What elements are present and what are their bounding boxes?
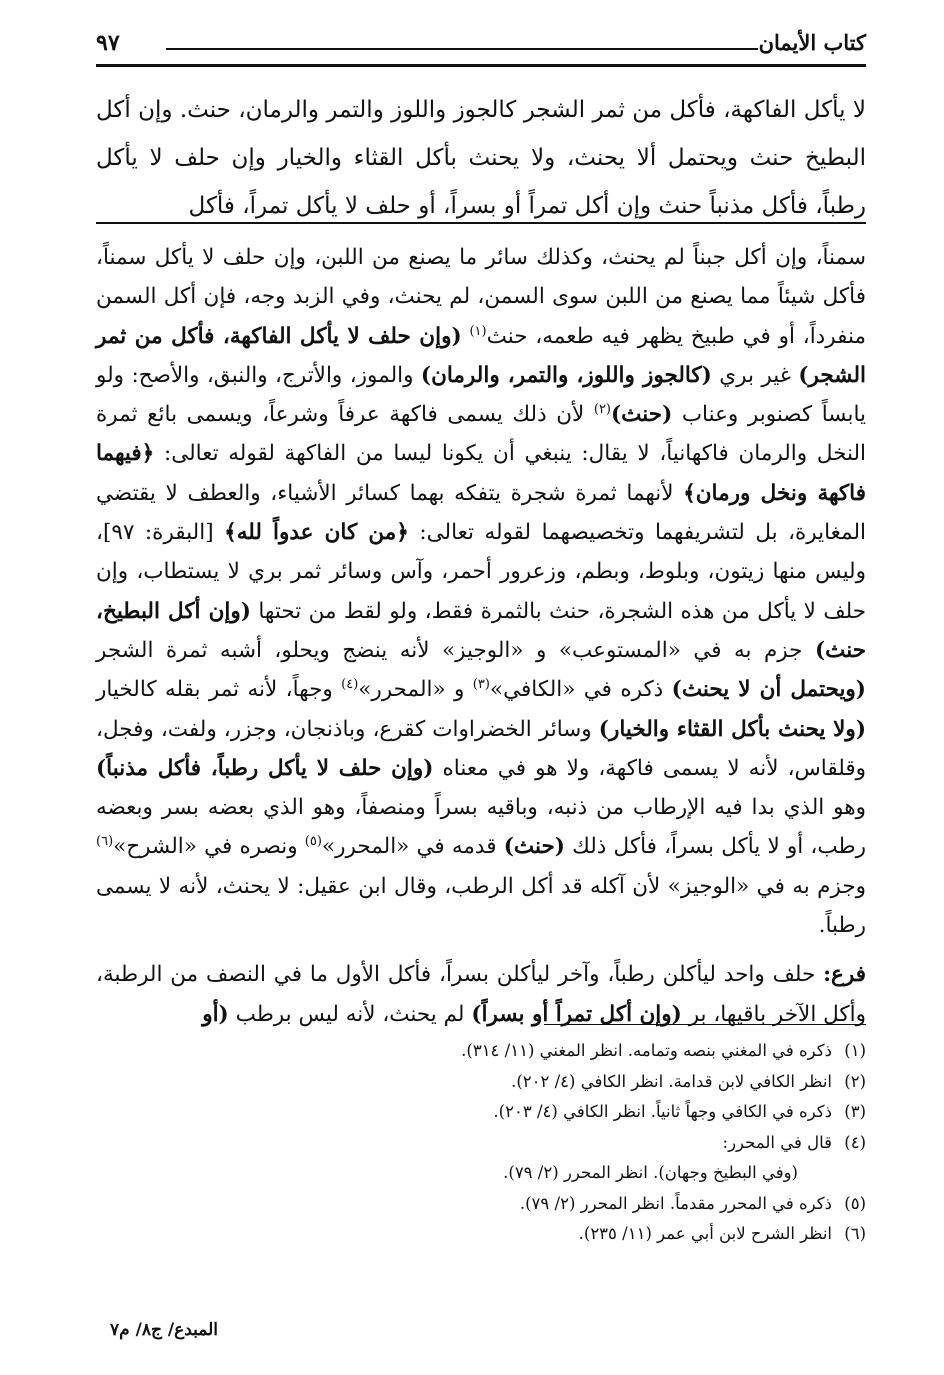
footnote-4 [96, 1128, 866, 1159]
commentary-text: قدمه في «المحرر» [321, 834, 497, 860]
commentary-paragraph-2 [96, 955, 866, 1034]
footnote-ref: (٣) [472, 677, 490, 693]
chapter-title: كتاب الأيمان [758, 30, 866, 55]
commentary-text: جزم به في «المستوعب» و «الوجيز» لأنه ينضج ويحلو، أشبه ثمرة الشجر [96, 637, 803, 663]
footnotes [96, 1036, 866, 1250]
commentary-body [96, 238, 866, 1034]
commentary-text: والموز، والأترج، والنبق، والأصح: ولو يابساً كصنوبر وعناب [96, 362, 866, 428]
footnote-number: (٣) [844, 1102, 866, 1121]
commentary-text: و «المحرر» [358, 677, 465, 703]
commentary-text: غير بري [719, 362, 791, 388]
footnote-1 [96, 1036, 866, 1067]
commentary-text: لأن ذلك يسمى فاكهة عرفاً وشرعاً، ويسمى بائع ثمرة النخل والرمان فاكهانياً، لا يقال: ينبغي أن يكونا ليسا من الفاكهة لقوله تعالى: [96, 402, 866, 467]
matn-quote: (حنث) [611, 402, 673, 428]
footnote-text: انظر الكافي لابن قدامة. انظر الكافي (٤/ ٢٠٢). [511, 1071, 832, 1091]
footnote-ref: (٥) [304, 834, 322, 850]
matn-quote: (حنث) [503, 834, 565, 860]
footnote-4-quote [96, 1158, 866, 1189]
footnote-number: (٢) [844, 1071, 866, 1091]
commentary-text: حلف واحد ليأكلن رطباً، وآخر ليأكلن بسراً، فأكل الأول ما في النصف من الرطبة، وأكل الآخر باقيها، بر [96, 962, 866, 1027]
matn-quote: (وإن أكل تمراً أو بسراً) [471, 1001, 682, 1027]
commentary-text: لأنهما ثمرة شجرة يتفكه بهما كسائر الأشياء، والعطف لا يقتضي المغايرة، بل لتشريفهما وتخصيصهما لقوله تعالى: [96, 480, 867, 546]
matn-quote: (وإن حلف لا يأكل رطباً، فأكل مذنباً) [96, 755, 434, 781]
footnote-text: ذكره في المحرر مقدماً. انظر المحرر (٢/ ٧٩). [519, 1193, 832, 1213]
footnote-text: انظر الشرح لابن أبي عمر (١١/ ٢٣٥). [578, 1224, 832, 1243]
footnote-3 [96, 1097, 866, 1128]
commentary-text: ذكره في «الكافي» [489, 677, 664, 703]
footnote-ref: (٦) [96, 834, 114, 850]
footnote-text: ذكره في المغني بنصه وتمامه. انظر المغني (١١/ ٣١٤). [461, 1041, 832, 1060]
commentary-text: لم يحنث، لأنه ليس برطب [235, 1001, 465, 1027]
commentary-paragraph-1 [96, 238, 866, 945]
page-header [96, 30, 866, 64]
page-number: ٩٧ [96, 30, 120, 56]
matn-quote: (وإن أكل البطيخ، حنث) [96, 598, 866, 663]
matn-text: لا يأكل الفاكهة، فأكل من ثمر الشجر كالجوز واللوز والتمر والرمان، حنث. وإن أكل البطيخ حنث ويحتمل ألا يحنث، ولا يحنث بأكل القثاء والخيار وإن حلف لا يأكل رطباً، فأكل مذنباً حنث وإن أكل تمراً أو بسراً، أو حلف لا يأكل تمراً، فأكل [96, 97, 866, 219]
footnote-number: (٤) [844, 1132, 866, 1152]
print-signature: المبدع/ ج٨/ م٧ [110, 1320, 218, 1340]
footnote-ref: (٢) [593, 402, 611, 418]
footnote-number: (١) [844, 1041, 866, 1060]
header-rule [96, 64, 866, 67]
footnote-ref: (٤) [341, 677, 359, 693]
quran-quote: ﴿فيهما فاكهة ونخل ورمان﴾ [96, 441, 866, 506]
quran-quote: ﴿من كان عدواً لله﴾ [224, 520, 409, 546]
footnote-text: (وفي البطيخ وجهان). انظر المحرر (٢/ ٧٩). [503, 1163, 798, 1182]
footnote-ref: (١) [469, 323, 487, 339]
footnote-5 [96, 1189, 866, 1220]
commentary-text: وهو الذي بدا فيه الإرطاب من ذنبه، وباقيه بسراً ومنصفاً، وهو الذي بعضه بسر وبعضه رطب، أو لا يأكل بسراً، فأكل ذلك [96, 795, 866, 860]
matn-quote: (ويحتمل أن لا يحنث) [671, 677, 866, 703]
header-dash-line [166, 48, 758, 50]
footnote-separator-rule [544, 1024, 866, 1025]
commentary-text: ونصره في «الشرح» [113, 834, 298, 860]
footnote-text: قال في المحرر: [722, 1132, 832, 1152]
footnote-2 [96, 1067, 866, 1098]
commentary-text: وجزم به في «الوجيز» لأن آكله قد أكل الرطب، وقال ابن عقيل: لا يحنث، لأنه لا يسمى رطباً. [96, 873, 866, 939]
commentary-text: سمناً، وإن أكل جبناً لم يحنث، وكذلك سائر ما يصنع من اللبن، وإن حلف لا يأكل سمناً، فأكل شيئاً مما يصنع من اللبن سوى السمن، لم يحنث، وفي الزبد وجه، فإن أكل السمن منفرداً، أو في طبيخ يظهر فيه طعمه، حنث [96, 245, 866, 349]
footnote-text: ذكره في الكافي وجهاً ثانياً. انظر الكافي (٤/ ٢٠٣). [493, 1102, 832, 1121]
footnote-6 [96, 1219, 866, 1250]
matn-quote: (ولا يحنث بأكل القثاء والخيار) [598, 716, 866, 742]
commentary-text: [البقرة: ٩٧]، وليس منها زيتون، وبلوط، وبطم، وزعرور أحمر، وآس وسائر ثمر بري لا يستطاب، وإن حلف لا يأكل من هذه الشجرة، حنث بالثمرة فقط، ولو لقط من تحتها [96, 520, 867, 624]
branch-label: فرع: [823, 962, 867, 988]
footnote-number: (٦) [844, 1224, 866, 1243]
footnote-number: (٥) [844, 1193, 866, 1213]
matn-quote: (أو [202, 1001, 229, 1027]
matn-quote: (كالجوز واللوز، والتمر، والرمان) [420, 362, 712, 388]
commentary-text: وسائر الخضراوات كقرع، وباذنجان، وجزر، ولفت، وفجل، وقلقاس، لأنه لا يسمى فاكهة، ولا هو في معناه [96, 716, 866, 781]
commentary-text: وجهاً، لأنه ثمر بقله كالخيار [96, 677, 333, 703]
matn-quote: (وإن حلف لا يأكل الفاكهة، فأكل من ثمر الشجر) [96, 323, 866, 388]
matn-separator-rule [96, 222, 866, 224]
